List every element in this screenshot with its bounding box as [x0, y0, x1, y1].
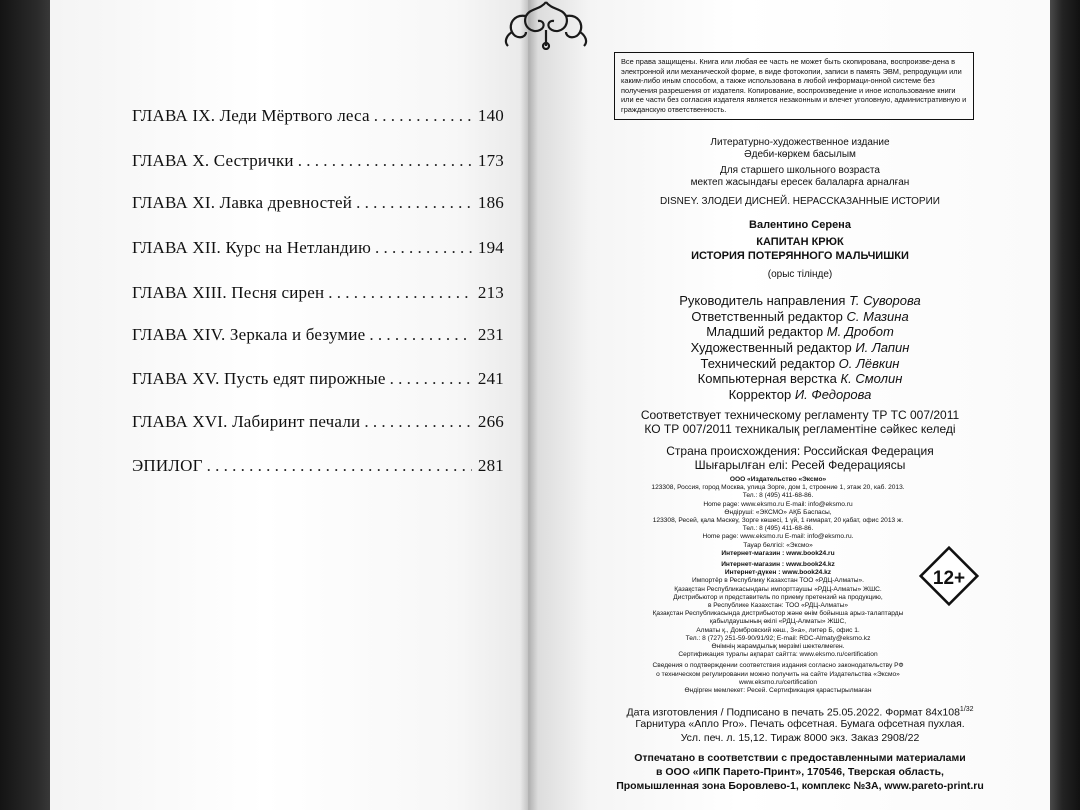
- series-title: DISNEY. ЗЛОДЕИ ДИСНЕЙ. НЕРАССКАЗАННЫЕ ИСТОРИИ: [660, 196, 940, 207]
- language-note: (орыс тілінде): [767, 269, 833, 280]
- age-rating-badge: [917, 544, 981, 608]
- publisher-line: Алматы қ., Домбровский көш., 3«а», литер Б, офис 1.: [696, 626, 860, 634]
- publisher-line: о техническом регулировании можно получить на сайте Издательства «Эксмо»: [656, 670, 900, 678]
- toc-leader-dots: [374, 106, 472, 126]
- page-gutter: [520, 0, 538, 810]
- toc-entry[interactable]: [132, 456, 504, 476]
- book-edge-right: [1050, 0, 1080, 810]
- credit-line: Корректор И. Федорова: [728, 387, 872, 402]
- toc-entry-page: 194: [477, 238, 504, 257]
- credit-line: Ответственный редактор С. Мазина: [691, 309, 909, 324]
- print-line: Гарнитура «Апло Pro». Печать офсетная. Бумага офсетная пухлая.: [635, 718, 965, 730]
- toc-entry-page: 186: [477, 193, 504, 212]
- publisher-line: Тел.: 8 (727) 251-59-90/91/92; E-mail: RDC-Almaty@eksmo.kz: [685, 634, 871, 642]
- publisher-line: Өнімнің жарамдылық мерзімі шектелмеген.: [711, 643, 845, 651]
- toc-entry[interactable]: [132, 151, 504, 171]
- print-line: Дата изготовления / Подписано в печать 25.05.2022. Формат $84x108^{1/32}$: [626, 706, 974, 719]
- publisher-line: Өндіруші: «ЭКСМО» АҚБ Баспасы,: [724, 508, 832, 516]
- book-title-line-2: ИСТОРИЯ ПОТЕРЯННОГО МАЛЬЧИШКИ: [691, 250, 909, 262]
- publisher-line: Тел.: 8 (495) 411-68-86.: [742, 525, 814, 533]
- toc-entry-title: ГЛАВА XII. Курс на Нетландию: [132, 238, 372, 257]
- toc-entry-page: 140: [477, 106, 504, 125]
- printer-line: Отпечатано в соответствии с предоставленными материалами: [634, 752, 966, 764]
- credit-line: Художественный редактор И. Лапин: [690, 340, 910, 355]
- publisher-line: в Республике Казахстан: ТОО «РДЦ-Алматы»: [707, 602, 849, 610]
- origin-ru: Страна происхождения: Российская Федерация: [666, 444, 934, 458]
- toc-entry-page: 213: [477, 283, 504, 302]
- credit-line: Технический редактор О. Лёвкин: [700, 356, 900, 371]
- toc-entry-page: 231: [477, 325, 504, 344]
- publisher-line: ООО «Издательство «Эксмо»: [729, 476, 827, 483]
- publisher-line: Home page: www.eksmo.ru E-mail: info@eksmo.ru: [703, 500, 853, 508]
- toc-entry-page: 266: [477, 412, 504, 431]
- printer-line: в ООО «ИПК Парето-Принт», 170546, Тверская область,: [656, 766, 944, 778]
- toc-entry[interactable]: [132, 238, 504, 258]
- toc-leader-dots: [356, 193, 472, 213]
- credit-line: Руководитель направления Т. Суворова: [679, 293, 921, 308]
- toc-entry-title: ГЛАВА XVI. Лабиринт печали: [132, 412, 361, 431]
- publisher-line: Тел.: 8 (495) 411-68-86.: [742, 492, 814, 500]
- toc-entry[interactable]: [132, 283, 504, 303]
- book-title-line-1: КАПИТАН КРЮК: [756, 236, 844, 248]
- publisher-line: 123308, Ресей, қала Мәскеу, Зорге көшесі, 1 үй, 1 ғимарат, 20 қабат, офис 2013 ж.: [652, 517, 904, 525]
- toc-leader-dots: [328, 283, 472, 303]
- toc-entry-title: ГЛАВА IX. Леди Мёртвого леса: [132, 106, 370, 125]
- publisher-line: Интернет-магазин : www.book24.ru: [721, 549, 835, 557]
- publisher-line: Қазақстан Республикасындағы импорттаушы «РДЦ-Алматы» ЖШС.: [674, 585, 882, 593]
- toc-entry[interactable]: [132, 412, 504, 432]
- toc-entry[interactable]: [132, 106, 504, 126]
- publisher-line: Тауар белгісі: «Эксмо»: [743, 541, 813, 549]
- publisher-line: қабылдаушының өкілі «РДЦ-Алматы» ЖШС,: [709, 618, 847, 626]
- publisher-line: Қазақстан Республикасында дистрибьютор және өнім бойынша арыз-талаптарды: [652, 610, 904, 618]
- publisher-line: Сертификация туралы ақпарат сайтта: www.eksmo.ru/certification: [678, 651, 878, 659]
- toc-entry-title: ГЛАВА XIII. Песня сирен: [132, 283, 325, 302]
- publisher-line: Интернет-магазин : www.book24.kz: [721, 561, 835, 569]
- toc-entry-title: ГЛАВА X. Сестрички: [132, 151, 294, 170]
- regulation-ru: Соответствует техническому регламенту ТР ТС 007/2011: [640, 408, 960, 422]
- printer-line: Промышленная зона Боровлево-1, комплекс №3А, www.pareto-print.ru: [616, 780, 984, 792]
- toc-entry-title: ГЛАВА XI. Лавка древностей: [132, 193, 353, 212]
- author: Валентино Серена: [749, 219, 851, 231]
- ornament-icon: [500, 0, 592, 50]
- publisher-line: Импортёр в Республику Казахстан ТОО «РДЦ-Алматы».: [692, 577, 864, 585]
- publisher-line: Сведения о подтверждении соответствия издания согласно законодательству РФ: [652, 662, 904, 670]
- credit-line: Младший редактор М. Дробот: [706, 324, 894, 339]
- toc-entry[interactable]: [132, 369, 504, 389]
- book-edge-left: [0, 0, 52, 810]
- age-ru: Для старшего школьного возраста: [720, 165, 880, 176]
- publisher-info: [618, 476, 938, 695]
- toc-leader-dots: [375, 238, 472, 258]
- print-line: Усл. печ. л. 15,12. Тираж 8000 экз. Заказ 2908/22: [680, 732, 920, 744]
- origin-kz: Шығарылған елі: Ресей Федерациясы: [694, 458, 906, 472]
- toc-leader-dots: [207, 456, 472, 476]
- age-rating-text: 12+: [932, 568, 966, 589]
- credit-line: Компьютерная верстка К. Смолин: [697, 371, 903, 386]
- toc-entry-title: ГЛАВА XIV. Зеркала и безумие: [132, 325, 366, 344]
- genre-ru: Литературно-художественное издание: [710, 137, 890, 148]
- toc-entry-page: 281: [477, 456, 504, 475]
- toc-entry-title: ГЛАВА XV. Пусть едят пирожные: [132, 369, 386, 388]
- publisher-line: Өндірген мемлекет: Ресей. Сертификация қарастырылмаған: [684, 687, 872, 695]
- genre-kz: Әдеби-көркем басылым: [744, 149, 856, 160]
- rights-notice: Все права защищены. Книга или любая ее часть не может быть скопирована, воспроизве-дена в электронной или механической форме, в виде фотокопии, записи в память ЭВМ, репродукции или каким-либо иным способом, а также использована в любой информаци-онной системе без получения разрешения от издателя. Копирование, воспроизведение и иное использование книги или ее части без согласия издателя является незаконным и влечет уголовную, административную и гражданскую ответственность.: [614, 52, 974, 120]
- age-kz: мектеп жасындағы ересек балаларға арналған: [690, 177, 910, 188]
- toc-entry-page: 173: [477, 151, 504, 170]
- toc-entry[interactable]: [132, 325, 504, 345]
- publisher-line: Интернет-дүкен : www.book24.kz: [724, 569, 832, 577]
- publisher-line: 123308, Россия, город Москва, улица Зорге, дом 1, строение 1, этаж 20, каб. 2013.: [651, 484, 905, 492]
- publisher-line: Home page: www.eksmo.ru E-mail: info@eksmo.ru.: [702, 533, 854, 541]
- toc-entry-page: 241: [477, 369, 504, 388]
- toc-entry-title: ЭПИЛОГ: [132, 456, 203, 475]
- publisher-line: Дистрибьютор и представитель по приему претензий на продукцию,: [673, 593, 883, 601]
- regulation-kz: КО ТР 007/2011 техникалық регламентіне сәйкес келеді: [644, 422, 956, 436]
- toc-leader-dots: [390, 369, 472, 389]
- toc-entry[interactable]: [132, 193, 504, 213]
- toc-leader-dots: [364, 412, 472, 432]
- publisher-line: www.eksmo.ru/certification: [738, 678, 818, 686]
- toc-leader-dots: [369, 325, 472, 345]
- toc-leader-dots: [298, 151, 472, 171]
